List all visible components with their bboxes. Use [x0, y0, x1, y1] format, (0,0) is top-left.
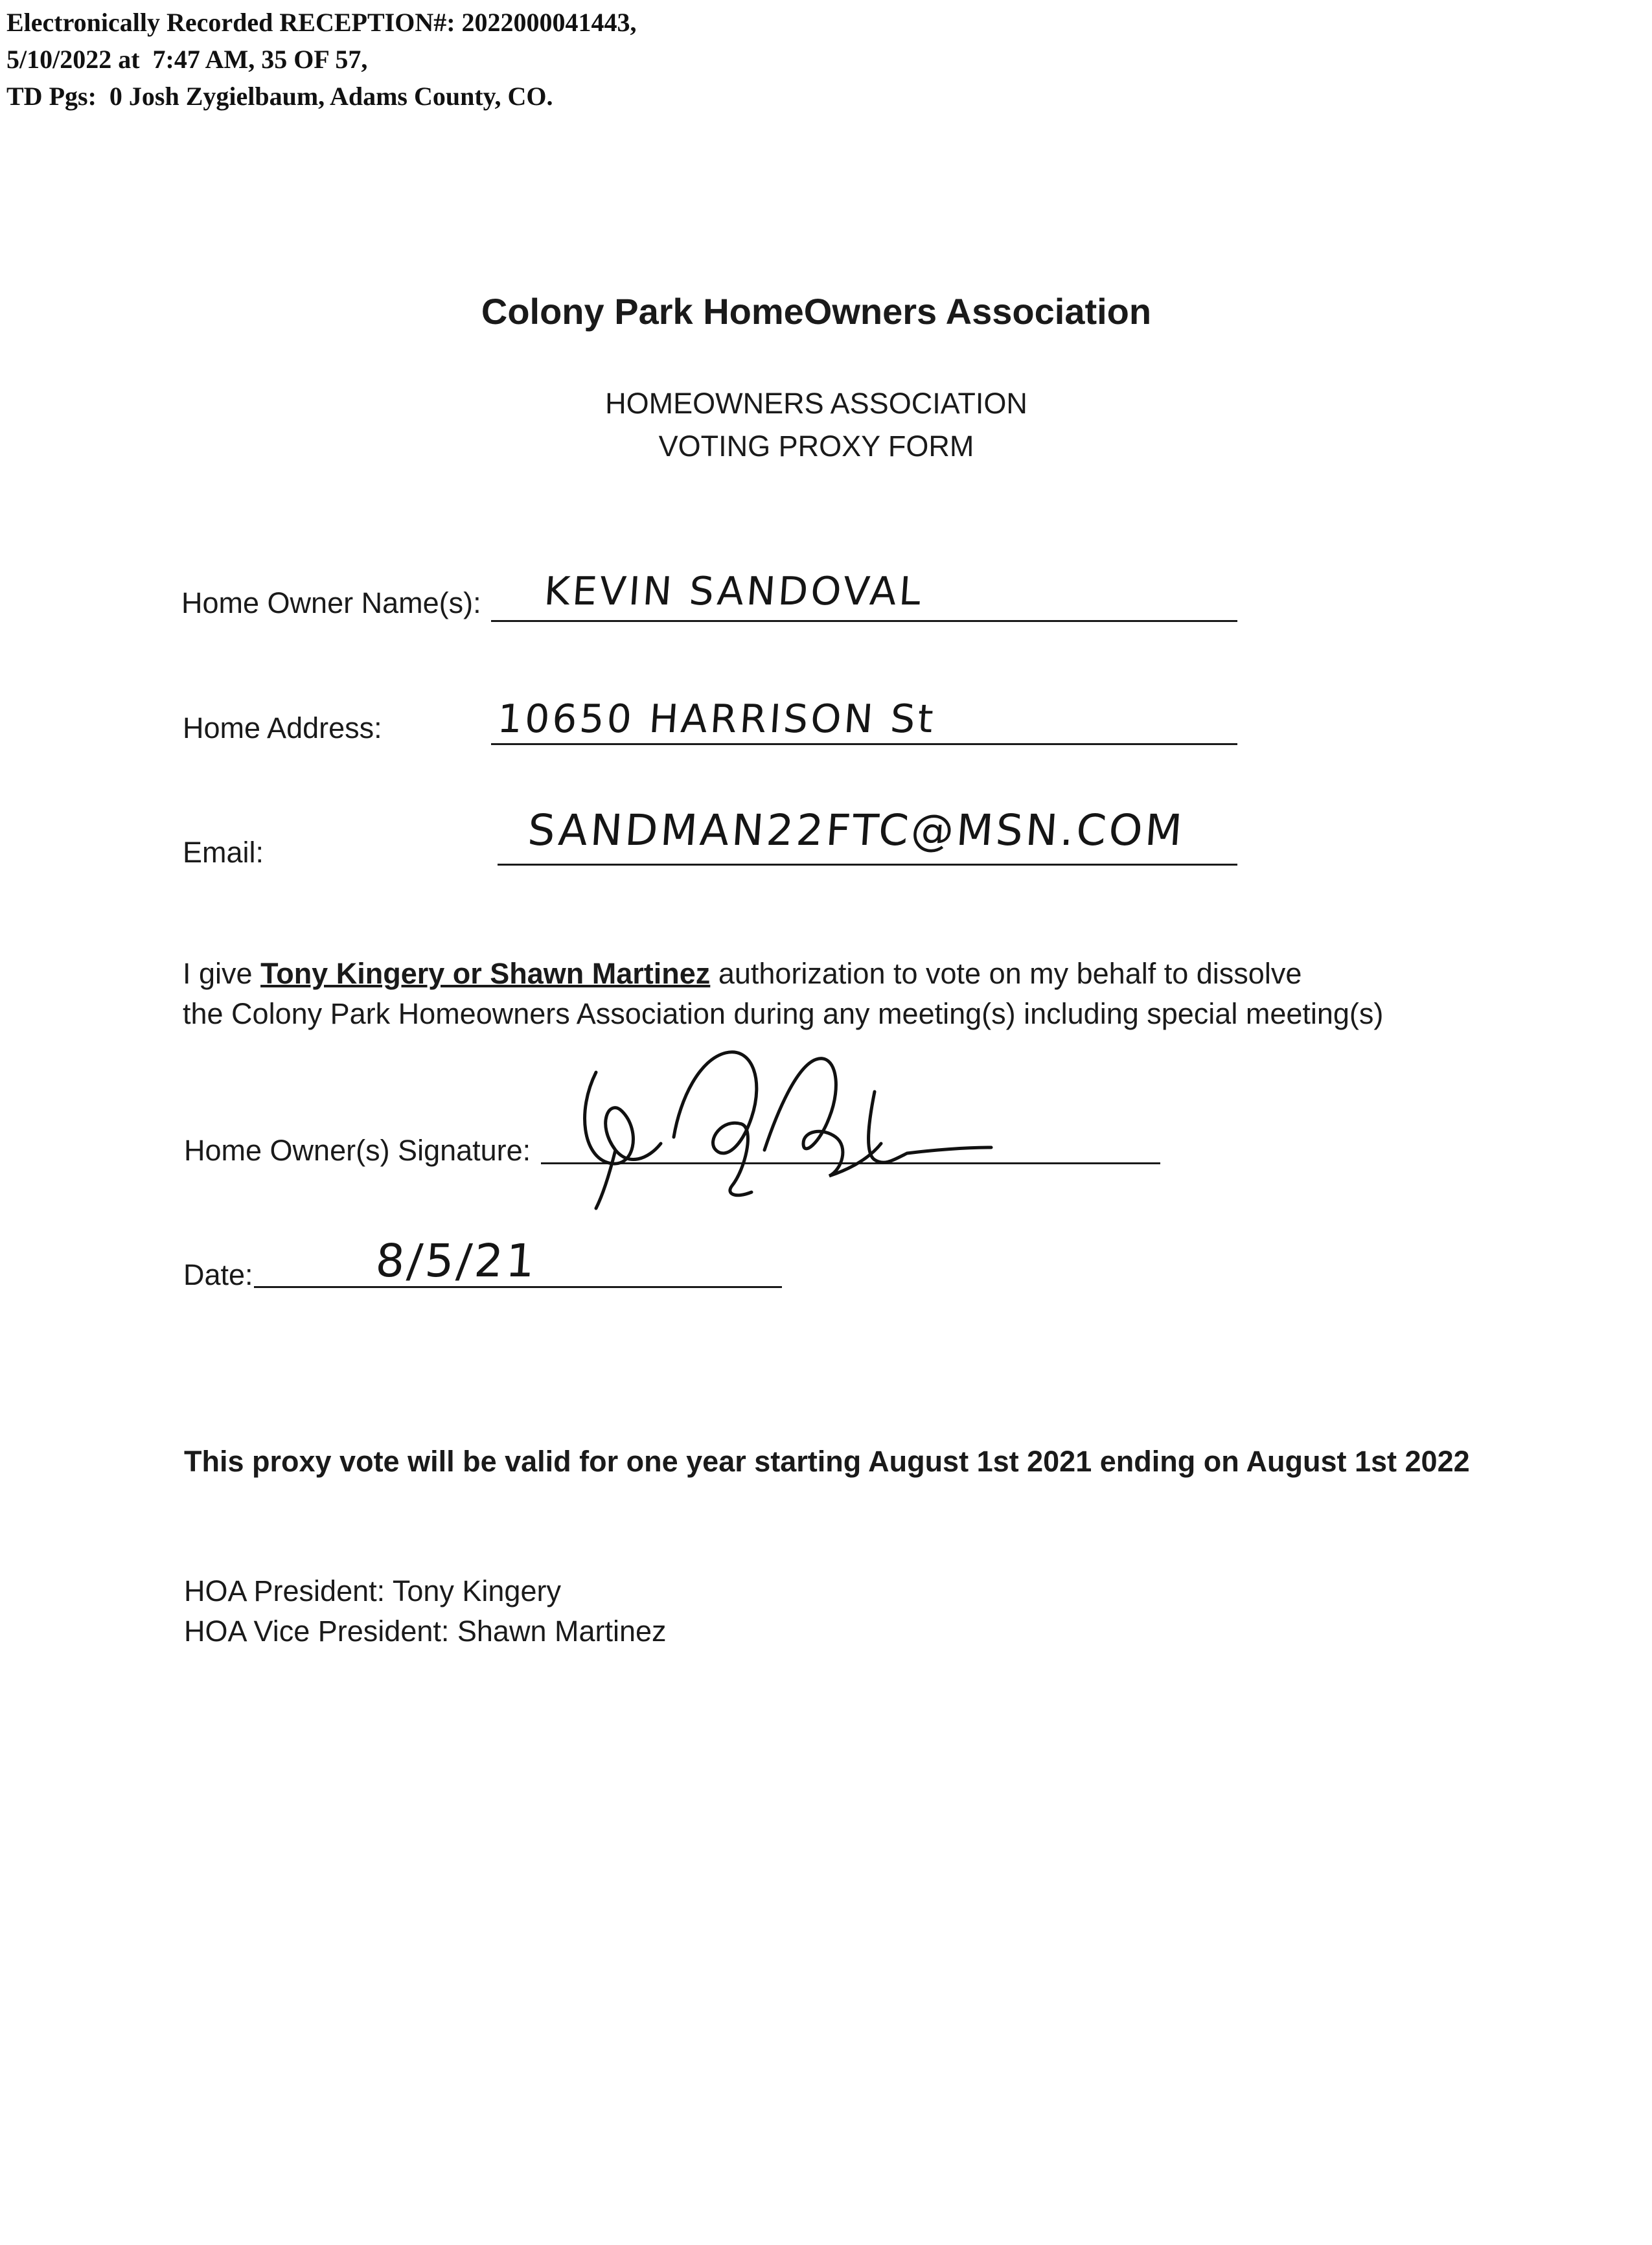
date-label: Date: — [183, 1258, 253, 1291]
email-value: SANDMAN22FTC@MSN.COM — [526, 805, 1187, 855]
validity-statement: This proxy vote will be valid for one year starting August 1st 2021 ending on August 1st 2022 — [184, 1445, 1470, 1478]
email-line — [498, 864, 1237, 866]
address-line — [491, 743, 1237, 745]
authorization-line-1 — [183, 954, 1302, 994]
email-label: Email: — [183, 836, 264, 869]
handwritten-signature — [570, 1020, 998, 1215]
owner-name-label: Home Owner Name(s): — [181, 586, 481, 619]
authorization-line-2: the Colony Park Homeowners Association during any meeting(s) including special meeting(s) — [183, 997, 1384, 1030]
recording-line-2: 5/10/2022 at 7:47 AM, 35 OF 57, — [6, 45, 368, 74]
hoa-vice-president: HOA Vice President: Shawn Martinez — [184, 1615, 667, 1648]
authorization-prefix: I give — [183, 957, 261, 990]
form-subtitle — [0, 382, 1633, 468]
authorized-names: Tony Kingery or Shawn Martinez — [260, 957, 711, 990]
signature-label: Home Owner(s) Signature: — [184, 1134, 531, 1167]
recording-stamp — [6, 4, 637, 115]
subtitle-line-1: HOMEOWNERS ASSOCIATION — [605, 387, 1027, 420]
authorization-suffix: authorization to vote on my behalf to dissolve — [710, 957, 1302, 990]
address-value: 10650 HARRISON St — [496, 697, 937, 742]
owner-name-line — [491, 620, 1237, 622]
subtitle-line-2: VOTING PROXY FORM — [658, 430, 974, 463]
address-label: Home Address: — [183, 711, 382, 744]
form-title: Colony Park HomeOwners Association — [481, 291, 1152, 332]
officers-block — [184, 1571, 667, 1652]
recording-line-1: Electronically Recorded RECEPTION#: 2022000041443, — [6, 8, 637, 37]
date-value: 8/5/21 — [374, 1234, 540, 1287]
hoa-president: HOA President: Tony Kingery — [184, 1574, 561, 1607]
recording-line-3: TD Pgs: 0 Josh Zygielbaum, Adams County, CO. — [6, 82, 553, 111]
owner-name-value: KEVIN SANDOVAL — [542, 569, 925, 614]
